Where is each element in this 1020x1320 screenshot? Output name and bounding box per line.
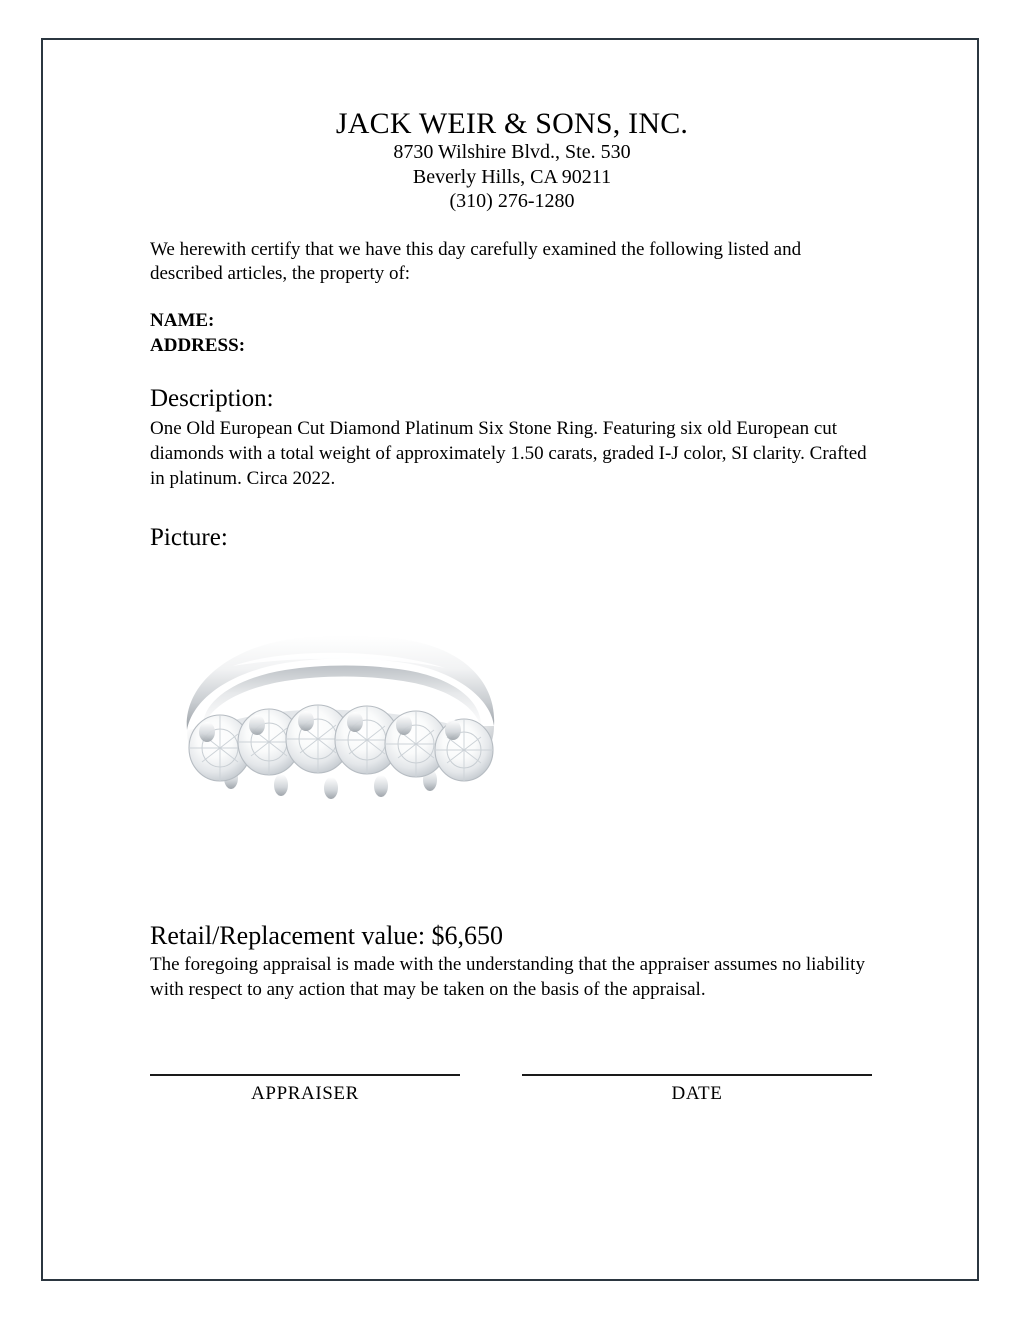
description-text: One Old European Cut Diamond Platinum Six Stone Ring. Featuring six old European cut diamonds with a total weight of approximately 1.50 carats, graded I-J color, SI clarity. Crafted in platinum. Circa 2022. xyxy=(150,417,867,489)
appraiser-signature-field[interactable] xyxy=(150,1074,460,1105)
phone-number: (310) 276-1280 xyxy=(449,190,575,213)
diamond-stones xyxy=(189,705,493,781)
date-signature-field[interactable] xyxy=(522,1074,872,1105)
appraisal-page xyxy=(41,38,979,1281)
letterhead xyxy=(150,108,874,214)
picture-heading: Picture: xyxy=(150,524,228,552)
description-heading: Description: xyxy=(150,385,274,413)
name-label: NAME: xyxy=(150,309,215,331)
address-line-2: Beverly Hills, CA 90211 xyxy=(412,165,612,188)
six-stone-diamond-ring-photo xyxy=(173,608,503,823)
certification-statement: We herewith certify that we have this day carefully examined the following listed and described articles, the property of: xyxy=(150,238,802,285)
date-label: DATE xyxy=(671,1083,723,1105)
address-line-1: 8730 Wilshire Blvd., Ste. 530 xyxy=(393,141,631,164)
party-block xyxy=(150,309,874,358)
liability-disclaimer: The foregoing appraisal is made with the understanding that the appraiser assumes no liability with respect to any action that may be taken on the basis of the appraisal. xyxy=(150,954,865,1001)
picture-area xyxy=(150,560,874,920)
appraiser-signature-line[interactable] xyxy=(150,1074,460,1076)
appraiser-label: APPRAISER xyxy=(251,1083,359,1105)
company-name: JACK WEIR & SONS, INC. xyxy=(335,107,689,140)
date-signature-line[interactable] xyxy=(522,1074,872,1076)
page-content xyxy=(150,40,874,1134)
retail-replacement-value: Retail/Replacement value: $6,650 xyxy=(150,920,504,950)
address-label: ADDRESS: xyxy=(150,334,246,356)
signature-block xyxy=(150,1074,874,1134)
